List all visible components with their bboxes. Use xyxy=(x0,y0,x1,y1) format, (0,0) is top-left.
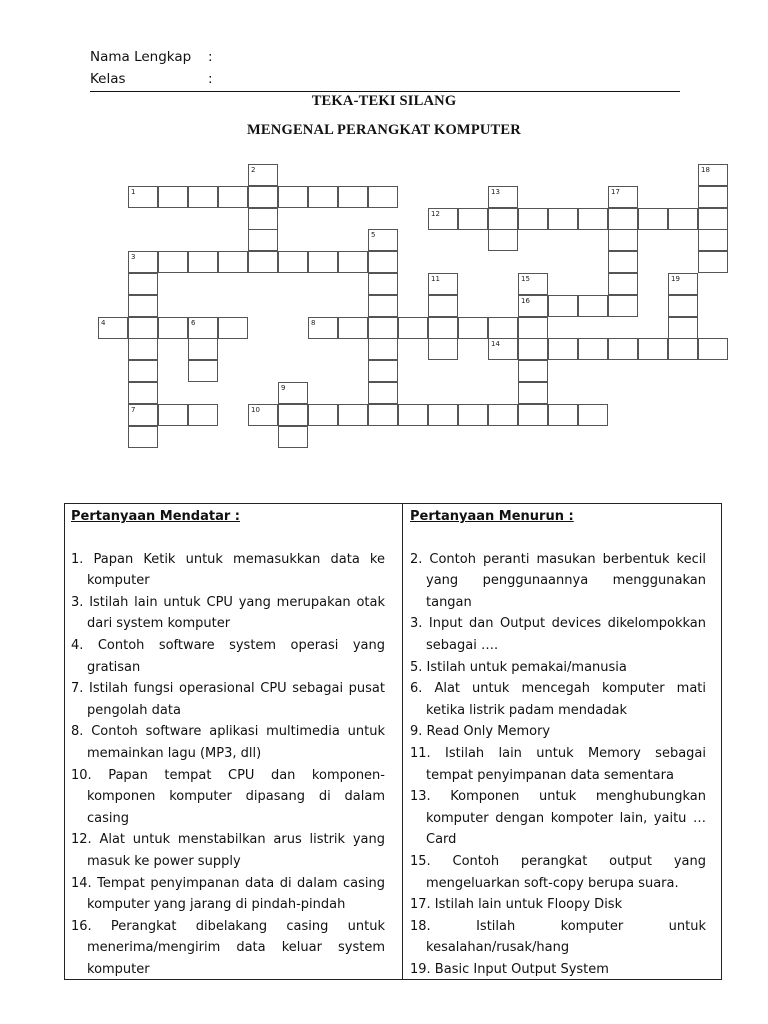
clue-number: 18 xyxy=(701,166,710,174)
down-question: 5. Istilah untuk pemakai/manusia xyxy=(410,659,627,675)
crossword-cell[interactable] xyxy=(128,382,158,404)
crossword-cell[interactable] xyxy=(518,382,548,404)
clue-number: 3 xyxy=(131,253,136,262)
crossword-cell[interactable] xyxy=(608,295,638,317)
crossword-cell[interactable] xyxy=(398,404,428,426)
down-question: 9. Read Only Memory xyxy=(410,724,551,740)
crossword-cell[interactable] xyxy=(188,186,218,208)
crossword-cell[interactable] xyxy=(698,251,728,273)
crossword-cell[interactable] xyxy=(638,338,668,360)
crossword-cell[interactable] xyxy=(368,251,398,273)
clue-number: 4 xyxy=(101,318,106,327)
crossword-cell[interactable] xyxy=(338,186,368,208)
crossword-cell[interactable] xyxy=(668,338,698,360)
crossword-cell[interactable] xyxy=(218,186,248,208)
crossword-cell[interactable] xyxy=(278,404,308,426)
down-column xyxy=(410,504,706,980)
crossword-cell[interactable] xyxy=(458,317,488,339)
crossword-cell[interactable] xyxy=(278,186,308,208)
clue-number: 17 xyxy=(611,187,620,196)
across-question: 3. Istilah lain untuk CPU yang merupakan otak dari system komputer xyxy=(71,594,385,632)
crossword-cell[interactable] xyxy=(578,295,608,317)
clue-number: 15 xyxy=(521,275,530,283)
across-question: 4. Contoh software system operasi yang gratisan xyxy=(71,637,385,675)
across-question: 8. Contoh software aplikasi multimedia untuk memainkan lagu (MP3, dll) xyxy=(71,724,385,761)
crossword-cell[interactable] xyxy=(398,317,428,339)
crossword-cell[interactable] xyxy=(188,360,218,382)
across-question: 12. Alat untuk menstabilkan arus listrik yang masuk ke power supply xyxy=(71,832,385,869)
clue-number: 19 xyxy=(671,275,680,283)
class-label: Kelas xyxy=(90,71,126,87)
crossword-grid xyxy=(0,0,768,460)
crossword-cell[interactable] xyxy=(188,404,218,426)
down-question: 17. Istilah lain untuk Floopy Disk xyxy=(410,897,623,913)
crossword-cell[interactable] xyxy=(668,295,698,317)
crossword-cell[interactable] xyxy=(638,208,668,230)
crossword-cell[interactable] xyxy=(158,404,188,426)
crossword-cell[interactable] xyxy=(128,295,158,317)
crossword-cell[interactable] xyxy=(368,382,398,404)
crossword-cell[interactable] xyxy=(158,186,188,208)
crossword-cell[interactable] xyxy=(428,295,458,317)
crossword-cell[interactable] xyxy=(368,273,398,295)
down-question: 6. Alat untuk mencegah komputer mati ketika listrik padam mendadak xyxy=(410,681,706,718)
clue-number: 9 xyxy=(281,384,286,392)
crossword-cell[interactable] xyxy=(368,186,398,208)
crossword-cell[interactable] xyxy=(218,317,248,339)
down-question: 3. Input dan Output devices dikelompokkan sebagai …. xyxy=(410,616,706,653)
crossword-cell[interactable] xyxy=(428,338,458,360)
crossword-cell[interactable] xyxy=(188,251,218,273)
crossword-cell[interactable] xyxy=(458,208,488,230)
crossword-cell[interactable] xyxy=(338,251,368,273)
crossword-cell[interactable] xyxy=(608,338,638,360)
crossword-cell[interactable] xyxy=(488,208,518,230)
name-colon: : xyxy=(208,49,213,65)
crossword-cell[interactable] xyxy=(278,426,308,448)
crossword-cell[interactable] xyxy=(518,404,548,426)
crossword-cell[interactable] xyxy=(608,251,638,273)
crossword-cell[interactable] xyxy=(428,404,458,426)
crossword-cell[interactable] xyxy=(368,338,398,360)
crossword-cell[interactable] xyxy=(128,360,158,382)
page-title: TEKA-TEKI SILANG xyxy=(311,93,457,109)
clue-number: 6 xyxy=(191,318,196,327)
crossword-cell[interactable] xyxy=(158,251,188,273)
crossword-cell[interactable] xyxy=(368,295,398,317)
down-question: 2. Contoh peranti masukan berbentuk kecil yang penggunaannya menggunakan tangan xyxy=(410,551,706,610)
crossword-cell[interactable] xyxy=(698,208,728,230)
crossword-cell[interactable] xyxy=(338,317,368,339)
clue-number: 14 xyxy=(491,340,500,349)
down-question: 18. Istilah komputer untuk kesalahan/rusak/hang xyxy=(410,918,706,956)
down-question: 11. Istilah lain untuk Memory sebagai tempat penyimpanan data sementara xyxy=(410,745,706,783)
down-question: 13. Komponen untuk menghubungkan komputer dengan kompoter lain, yaitu … Card xyxy=(410,789,706,848)
down-heading: Pertanyaan Menurun : xyxy=(410,509,574,524)
crossword-cell[interactable] xyxy=(458,404,488,426)
crossword-cell[interactable] xyxy=(608,229,638,251)
crossword-cell[interactable] xyxy=(608,273,638,295)
crossword-cell[interactable] xyxy=(548,295,578,317)
crossword-cell[interactable] xyxy=(308,251,338,273)
crossword-cell[interactable] xyxy=(308,404,338,426)
crossword-cell[interactable] xyxy=(698,229,728,251)
crossword-cell[interactable] xyxy=(428,317,458,339)
crossword-cell[interactable] xyxy=(548,208,578,230)
crossword-cell[interactable] xyxy=(278,251,308,273)
crossword-cell[interactable] xyxy=(308,186,338,208)
name-label: Nama Lengkap xyxy=(90,49,192,65)
crossword-cell[interactable] xyxy=(548,404,578,426)
crossword-cell[interactable] xyxy=(368,404,398,426)
across-column xyxy=(71,504,385,980)
crossword-cell[interactable] xyxy=(128,317,158,339)
crossword-cell[interactable] xyxy=(668,317,698,339)
crossword-cell[interactable] xyxy=(248,186,278,208)
clue-number: 7 xyxy=(131,405,136,414)
down-question: 15. Contoh perangkat output yang mengeluarkan soft-copy berupa suara. xyxy=(410,853,706,891)
clue-number: 11 xyxy=(431,275,440,283)
crossword-cell[interactable] xyxy=(218,251,248,273)
crossword-cell[interactable] xyxy=(578,338,608,360)
crossword-cell[interactable] xyxy=(338,404,368,426)
crossword-cell[interactable] xyxy=(488,317,518,339)
crossword-cell[interactable] xyxy=(518,338,548,360)
crossword-cell[interactable] xyxy=(488,404,518,426)
clue-number: 13 xyxy=(491,187,500,196)
clue-number: 2 xyxy=(251,166,256,174)
crossword-cell[interactable] xyxy=(128,273,158,295)
crossword-cell[interactable] xyxy=(368,360,398,382)
crossword-cell[interactable] xyxy=(518,360,548,382)
clue-number: 16 xyxy=(521,296,530,305)
down-question: 19. Basic Input Output System xyxy=(410,961,609,977)
across-question: 10. Papan tempat CPU dan komponen-komponen komputer dipasang di dalam casing xyxy=(71,767,385,826)
crossword-cell[interactable] xyxy=(248,251,278,273)
across-question: 14. Tempat penyimpanan data di dalam casing komputer yang jarang di pindah-pindah xyxy=(71,875,385,913)
page-subtitle: MENGENAL PERANGKAT KOMPUTER xyxy=(247,122,521,138)
crossword-cell[interactable] xyxy=(608,208,638,230)
crossword-cell[interactable] xyxy=(188,338,218,360)
crossword-cell[interactable] xyxy=(578,208,608,230)
crossword-cell[interactable] xyxy=(698,338,728,360)
crossword-cell[interactable] xyxy=(698,186,728,208)
clue-number: 10 xyxy=(251,405,260,414)
clue-number: 5 xyxy=(371,231,376,240)
clue-number: 12 xyxy=(431,209,440,218)
crossword-cell[interactable] xyxy=(518,317,548,339)
crossword-cell[interactable] xyxy=(128,338,158,360)
clue-number: 8 xyxy=(311,318,316,327)
across-question: 1. Papan Ketik untuk memasukkan data ke komputer xyxy=(71,551,385,589)
class-colon: : xyxy=(208,71,213,87)
crossword-cell[interactable] xyxy=(368,317,398,339)
across-question: 7. Istilah fungsi operasional CPU sebagai pusat pengolah data xyxy=(71,681,385,718)
crossword-cell[interactable] xyxy=(248,229,278,251)
questions-table xyxy=(64,503,722,980)
across-heading: Pertanyaan Mendatar : xyxy=(71,509,241,524)
crossword-cell[interactable] xyxy=(518,208,548,230)
crossword-cell[interactable] xyxy=(668,208,698,230)
crossword-cell[interactable] xyxy=(578,404,608,426)
crossword-cell[interactable] xyxy=(488,229,518,251)
crossword-cell[interactable] xyxy=(158,317,188,339)
crossword-cell[interactable] xyxy=(548,338,578,360)
clue-number: 1 xyxy=(131,187,136,196)
across-question: 16. Perangkat dibelakang casing untuk menerima/mengirim data keluar system komputer xyxy=(71,918,385,977)
crossword-cell[interactable] xyxy=(248,208,278,230)
column-divider xyxy=(402,504,403,979)
crossword-cell[interactable] xyxy=(128,426,158,448)
